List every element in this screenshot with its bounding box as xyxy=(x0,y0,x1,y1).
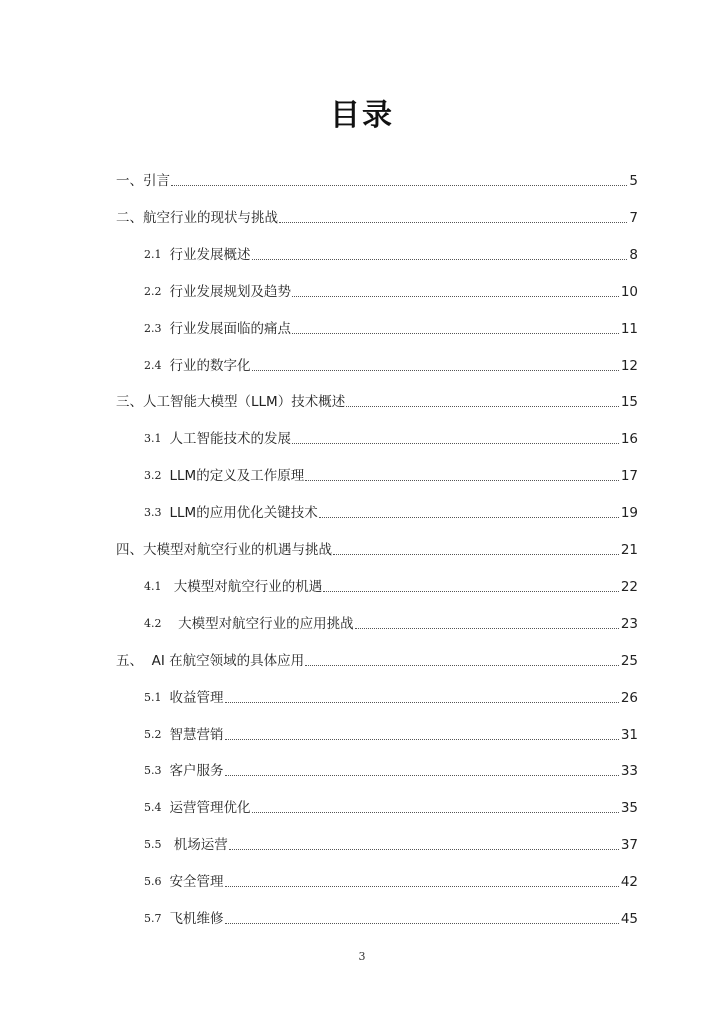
toc-entry[interactable] xyxy=(144,279,638,301)
toc-entry-number: 2.3 xyxy=(144,321,162,335)
toc-entry-page: 45 xyxy=(620,911,638,927)
toc-entry-number: 五、 xyxy=(116,652,143,669)
dot-leader xyxy=(225,702,619,703)
toc-entry-number: 3.3 xyxy=(144,506,162,520)
toc-entry[interactable] xyxy=(144,758,638,780)
toc-entry[interactable] xyxy=(144,832,638,854)
dot-leader xyxy=(225,739,619,740)
toc-entry-title: 大模型对航空行业的应用挑战 xyxy=(169,615,354,632)
toc-entry-page: 5 xyxy=(629,173,638,189)
toc-entry-page: 12 xyxy=(620,357,638,374)
toc-entry-number: 二、 xyxy=(116,209,143,226)
toc-entry-number: 5.2 xyxy=(144,727,162,741)
toc-entry[interactable] xyxy=(144,906,638,928)
toc-entry-page: 26 xyxy=(620,689,638,706)
toc-entry[interactable] xyxy=(144,611,638,633)
toc-entry-page: 22 xyxy=(620,578,638,595)
toc-entry-page: 17 xyxy=(620,468,638,485)
toc-entry-title: 大模型对航空行业的机遇 xyxy=(169,578,323,595)
dot-leader xyxy=(279,222,627,223)
dot-leader xyxy=(333,554,619,555)
toc-entry[interactable] xyxy=(116,648,638,670)
toc-entry[interactable] xyxy=(116,389,638,411)
dot-leader xyxy=(225,886,619,887)
toc-entry[interactable] xyxy=(144,353,638,375)
dot-leader xyxy=(252,259,628,260)
toc-entry-title: AI 在航空领域的具体应用 xyxy=(143,652,305,669)
toc-entry-page: 21 xyxy=(620,542,638,558)
toc-entry[interactable] xyxy=(144,869,638,891)
toc-entry-number: 3.1 xyxy=(144,432,162,446)
toc-entry[interactable] xyxy=(144,574,638,596)
dot-leader xyxy=(225,923,619,924)
dot-leader xyxy=(346,406,619,407)
toc-entry-number: 一、 xyxy=(116,173,143,189)
toc-entry-number: 2.1 xyxy=(144,247,162,261)
toc-entry[interactable] xyxy=(116,537,638,559)
toc-entry-title: 人工智能技术的发展 xyxy=(169,431,291,448)
toc-entry-title: LLM的应用优化关键技术 xyxy=(169,505,318,522)
toc-entry-page: 25 xyxy=(620,652,638,669)
dot-leader xyxy=(319,517,619,518)
toc-entry-number: 2.2 xyxy=(144,284,162,298)
toc-entry-page: 10 xyxy=(620,283,638,300)
toc-entry[interactable] xyxy=(144,722,638,744)
dot-leader xyxy=(171,185,627,186)
toc-entry-title: 收益管理 xyxy=(169,689,224,706)
toc-entry-page: 8 xyxy=(629,246,638,263)
toc-entry-page: 15 xyxy=(620,394,638,411)
toc-entry-title: 大模型对航空行业的机遇与挑战 xyxy=(143,542,332,558)
page-number: 3 xyxy=(358,950,366,963)
toc-entry-title: 行业的数字化 xyxy=(169,357,251,374)
toc-entry-title: 飞机维修 xyxy=(169,911,224,927)
toc-entry-number: 四、 xyxy=(116,542,143,558)
toc-entry-page: 23 xyxy=(620,615,638,632)
toc-entry-title: 机场运营 xyxy=(169,837,228,854)
dot-leader xyxy=(305,665,619,666)
toc-entry[interactable] xyxy=(144,426,638,448)
toc-entry-page: 7 xyxy=(629,209,638,226)
toc-entry-number: 5.1 xyxy=(144,690,162,704)
toc-entry-page: 19 xyxy=(620,505,638,522)
toc-entry-page: 31 xyxy=(620,726,638,743)
dot-leader xyxy=(305,480,619,481)
toc-entry-number: 2.4 xyxy=(144,358,162,372)
dot-leader xyxy=(225,775,619,776)
dot-leader xyxy=(292,333,619,334)
toc-entry-title: 引言 xyxy=(143,173,170,189)
dot-leader xyxy=(292,443,619,444)
toc-entry-number: 三、 xyxy=(116,394,143,411)
toc-entry-title: 智慧营销 xyxy=(169,726,224,743)
dot-leader xyxy=(252,370,619,371)
toc-entry-title: 人工智能大模型（LLM）技术概述 xyxy=(143,394,346,411)
dot-leader xyxy=(292,296,619,297)
toc-entry-number: 4.1 xyxy=(144,579,162,593)
toc-entry-page: 35 xyxy=(620,800,638,817)
toc-entry-title: 行业发展概述 xyxy=(169,246,251,263)
toc-entry[interactable] xyxy=(144,316,638,338)
toc-entry-page: 42 xyxy=(620,874,638,891)
toc-entry[interactable] xyxy=(144,463,638,485)
toc-entry-number: 5.6 xyxy=(144,875,162,889)
toc-entry-number: 5.7 xyxy=(144,912,162,925)
toc-entry[interactable] xyxy=(144,500,638,522)
dot-leader xyxy=(355,628,619,629)
toc-entry-page: 33 xyxy=(620,763,638,780)
toc-entry[interactable] xyxy=(116,205,638,227)
toc-entry-title: 运营管理优化 xyxy=(169,800,251,817)
toc-entry[interactable] xyxy=(144,795,638,817)
toc-entry-title: 行业发展面临的痛点 xyxy=(169,320,291,337)
dot-leader xyxy=(252,812,619,813)
toc-entry-number: 5.3 xyxy=(144,764,162,778)
toc-entry[interactable] xyxy=(144,685,638,707)
toc-entry[interactable] xyxy=(116,168,638,190)
toc-entry-page: 16 xyxy=(620,431,638,448)
toc-entry-number: 3.2 xyxy=(144,469,162,483)
toc-entry-number: 5.4 xyxy=(144,801,162,815)
toc-entry-title: 客户服务 xyxy=(169,763,224,780)
toc-entry-title: 行业发展规划及趋势 xyxy=(169,283,291,300)
toc-entry[interactable] xyxy=(144,242,638,264)
page-title: 目录 xyxy=(330,98,394,133)
toc-entry-title: 航空行业的现状与挑战 xyxy=(143,209,278,226)
toc-entry-page: 11 xyxy=(620,320,638,337)
toc-entry-number: 4.2 xyxy=(144,616,162,630)
toc-entry-number: 5.5 xyxy=(144,838,162,852)
toc-entry-title: LLM的定义及工作原理 xyxy=(169,468,305,485)
dot-leader xyxy=(229,849,619,850)
dot-leader xyxy=(323,591,619,592)
toc-entry-title: 安全管理 xyxy=(169,874,224,891)
toc-entry-page: 37 xyxy=(620,837,638,854)
